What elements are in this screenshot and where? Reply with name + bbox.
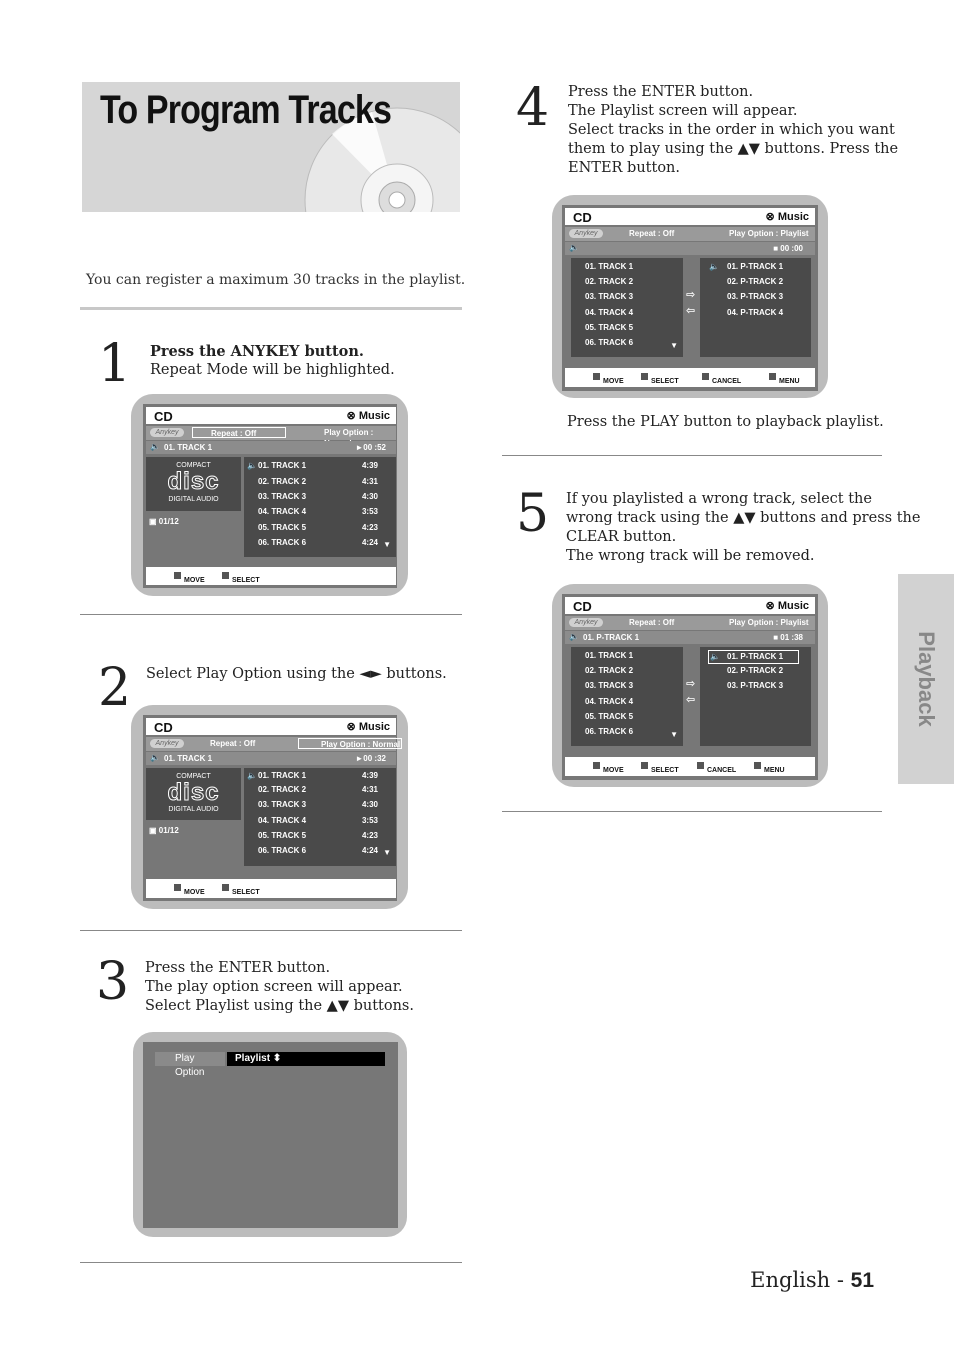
select-icon (641, 373, 648, 380)
disc-logo-bottom: DIGITAL AUDIO (168, 806, 219, 813)
select-hint: SELECT (641, 373, 651, 381)
playlist-item[interactable]: 03. P-TRACK 3 (727, 681, 784, 690)
playlist-item[interactable]: 02. P-TRACK 2 (727, 666, 784, 675)
speaker-icon: 🔈 (150, 753, 160, 762)
track-name[interactable]: 01. TRACK 1 (258, 461, 307, 470)
track-name[interactable]: 04. TRACK 4 (585, 308, 634, 317)
step-4-text (568, 83, 898, 178)
tv-screen-5 (552, 584, 828, 787)
step-2-number: 2 (98, 658, 132, 718)
track-name[interactable]: 03. TRACK 3 (585, 681, 634, 690)
page-title: To Program Tracks (100, 88, 392, 132)
move-hint: MOVE (593, 762, 603, 770)
scroll-down-icon[interactable]: ▼ (383, 848, 391, 857)
playlist-list (700, 647, 811, 746)
track-name[interactable]: 01. TRACK 1 (585, 651, 634, 660)
track-name[interactable]: 03. TRACK 3 (258, 492, 307, 501)
track-name[interactable]: 03. TRACK 3 (258, 800, 307, 809)
divider (80, 1262, 462, 1263)
disc-logo-main: disc (167, 779, 220, 806)
divider (80, 307, 462, 310)
screen-header (146, 407, 396, 424)
track-time: 4:31 (361, 785, 378, 794)
step-3-line: The play option screen will appear. (145, 979, 403, 995)
move-hint: MOVE (174, 572, 184, 580)
step-5-number: 5 (516, 484, 550, 544)
screen-header (146, 718, 396, 735)
repeat-mode[interactable]: Repeat : Off (192, 427, 286, 438)
option-bar (565, 227, 815, 241)
select-icon (222, 884, 229, 891)
tv-screen-3 (133, 1032, 407, 1237)
track-time: 4:39 (361, 771, 378, 780)
playlist-value[interactable]: Playlist ⬍ (227, 1052, 385, 1066)
step-4-line: ENTER button. (568, 160, 681, 176)
option-bar (146, 426, 396, 440)
step-5-text (566, 490, 920, 566)
step-3-line: Select Playlist using the ▲▼ buttons. (145, 998, 414, 1014)
disc-count: ▣ 01/12 (149, 517, 179, 526)
track-time: 4:23 (361, 523, 378, 532)
now-playing-bar (565, 631, 815, 644)
music-label: ⊗ Music (765, 600, 809, 612)
playlist-item[interactable]: 04. P-TRACK 4 (727, 308, 784, 317)
track-name[interactable]: 02. TRACK 2 (258, 477, 307, 486)
step-3-text (145, 959, 414, 1016)
cd-label: CD (154, 409, 173, 424)
track-list (244, 457, 396, 557)
step-4-line: Select tracks in the order in which you want (568, 122, 895, 138)
cancel-icon (697, 762, 704, 769)
page-num: 51 (850, 1269, 874, 1292)
divider (80, 614, 462, 615)
divider (502, 455, 882, 456)
now-playing-bar (565, 242, 815, 255)
menu-icon (754, 762, 761, 769)
track-name[interactable]: 02. TRACK 2 (585, 666, 634, 675)
time-display: ►00 :32 (355, 754, 386, 763)
tv-screen-4 (552, 195, 828, 398)
track-name[interactable]: 05. TRACK 5 (585, 323, 634, 332)
screen-header (565, 597, 815, 614)
playlist-item[interactable]: 03. P-TRACK 3 (727, 292, 784, 301)
step-1-text (150, 342, 395, 380)
now-playing-bar (146, 752, 396, 765)
track-time: 4:24 (361, 846, 378, 855)
track-name[interactable]: 05. TRACK 5 (585, 712, 634, 721)
step-1-line: Repeat Mode will be highlighted. (150, 362, 395, 378)
step-4-number: 4 (516, 78, 550, 138)
select-icon (222, 572, 229, 579)
track-list (244, 768, 396, 866)
speaker-icon: 🔈 (247, 771, 257, 780)
disc-logo-top: COMPACT (176, 773, 211, 780)
track-name[interactable]: 03. TRACK 3 (585, 292, 634, 301)
now-playing: 01. P-TRACK 1 (583, 633, 640, 642)
option-bar (146, 737, 401, 751)
speaker-icon: 🔈 (710, 652, 720, 661)
add-arrow-icon: ⇨ (686, 288, 696, 301)
now-playing: 01. TRACK 1 (164, 443, 213, 452)
select-icon (641, 762, 648, 769)
speaker-icon: 🔈 (569, 632, 579, 641)
menu-hint: MENU (769, 373, 779, 381)
playlist-item[interactable]: 01. P-TRACK 1 (727, 652, 784, 661)
repeat-mode[interactable]: Repeat : Off (210, 739, 256, 748)
cd-label: CD (573, 210, 592, 225)
track-list (571, 258, 683, 357)
disc-logo (146, 457, 241, 511)
play-option[interactable]: Play Option : Normal (298, 738, 402, 749)
page-language: English - (750, 1268, 851, 1292)
select-hint: SELECT (222, 884, 232, 892)
track-list (571, 647, 683, 746)
time-display: ■ 01 :38 (773, 633, 803, 642)
track-name[interactable]: 04. TRACK 4 (585, 697, 634, 706)
intro-text: You can register a maximum 30 tracks in the playlist. (86, 272, 466, 288)
disc-logo-bottom: DIGITAL AUDIO (168, 496, 219, 503)
track-name[interactable]: 06. TRACK 6 (258, 538, 307, 547)
select-hint: SELECT (222, 572, 232, 580)
playlist-list (700, 258, 811, 357)
step-4-line: Press the ENTER button. (568, 84, 754, 100)
track-name[interactable]: 01. TRACK 1 (585, 262, 634, 271)
play-option[interactable]: Play Option : Playlist (729, 618, 809, 627)
page-number (750, 1268, 874, 1293)
step-1-line: Press the ANYKEY button. (150, 343, 364, 360)
track-name[interactable]: 06. TRACK 6 (585, 338, 634, 347)
move-hint: MOVE (593, 373, 603, 381)
track-name[interactable]: 02. TRACK 2 (258, 785, 307, 794)
track-name[interactable]: 05. TRACK 5 (258, 831, 307, 840)
anykey-pill: Anykey (150, 739, 184, 748)
scroll-down-icon[interactable]: ▼ (670, 730, 678, 739)
step-4-line: them to play using the ▲▼ buttons. Press the (568, 141, 899, 157)
cancel-icon (702, 373, 709, 380)
playlist-item[interactable]: 01. P-TRACK 1 (727, 262, 784, 271)
move-icon (174, 884, 181, 891)
now-playing-bar (146, 441, 396, 454)
option-bar (565, 616, 815, 630)
screen-header (565, 208, 815, 225)
disc-logo (146, 768, 241, 820)
time-display: ■ 00 :00 (773, 244, 803, 253)
playlist-item[interactable]: 02. P-TRACK 2 (727, 277, 784, 286)
scroll-down-icon[interactable]: ▼ (383, 540, 391, 549)
tv-screen-2 (131, 705, 408, 909)
music-label: ⊗ Music (346, 410, 390, 422)
step-5-line: The wrong track will be removed. (566, 548, 815, 564)
move-icon (593, 762, 600, 769)
step-1-number: 1 (98, 334, 132, 394)
anykey-pill: Anykey (569, 229, 603, 238)
footer-bar (146, 567, 396, 585)
menu-icon (769, 373, 776, 380)
track-time: 4:23 (361, 831, 378, 840)
footer-bar (565, 757, 815, 776)
track-name[interactable]: 05. TRACK 5 (258, 523, 307, 532)
move-icon (174, 572, 181, 579)
repeat-mode[interactable]: Repeat : Off (629, 229, 675, 238)
step-4-line: The Playlist screen will appear. (568, 103, 798, 119)
speaker-icon: 🔈 (150, 442, 160, 451)
anykey-pill: Anykey (569, 618, 603, 627)
play-option-row[interactable] (153, 1052, 385, 1078)
track-time: 4:30 (361, 800, 378, 809)
divider (502, 811, 882, 812)
move-hint: MOVE (174, 884, 184, 892)
remove-arrow-icon: ⇦ (686, 693, 696, 706)
section-tab (898, 574, 954, 784)
cancel-hint: CANCEL (697, 762, 707, 770)
step-5-line: wrong track using the ▲▼ buttons and press the (566, 510, 921, 526)
select-hint: SELECT (641, 762, 651, 770)
menu-hint: MENU (754, 762, 764, 770)
tv-screen-1 (131, 394, 408, 596)
speaker-icon: 🔈 (709, 262, 719, 271)
anykey-pill: Anykey (150, 428, 184, 437)
speaker-icon: 🔈 (569, 243, 579, 252)
track-time: 4:30 (361, 492, 378, 501)
disc-logo-main: disc (167, 468, 220, 495)
up-down-icon: ⬍ (272, 1053, 282, 1064)
track-time: 4:39 (361, 461, 378, 470)
repeat-mode[interactable]: Repeat : Off (629, 618, 675, 627)
step-3-line: Press the ENTER button. (145, 960, 331, 976)
remove-arrow-icon: ⇦ (686, 304, 696, 317)
track-name[interactable]: 06. TRACK 6 (585, 727, 634, 736)
footer-bar (146, 879, 396, 898)
track-name[interactable]: 06. TRACK 6 (258, 846, 307, 855)
scroll-down-icon[interactable]: ▼ (670, 341, 678, 350)
step-3-number: 3 (96, 952, 130, 1012)
step-5-line: If you playlisted a wrong track, select the (566, 491, 872, 507)
step-4-after: Press the PLAY button to playback playlist. (567, 414, 884, 430)
track-time: 3:53 (361, 507, 378, 516)
play-option[interactable]: Play Option : (324, 428, 374, 437)
track-time: 4:31 (361, 477, 378, 486)
track-name[interactable]: 01. TRACK 1 (258, 771, 307, 780)
track-time: 4:24 (361, 538, 378, 547)
track-time: 3:53 (361, 816, 378, 825)
music-label: ⊗ Music (765, 211, 809, 223)
disc-count: ▣ 01/12 (149, 826, 179, 835)
section-tab-label: Playback (914, 631, 939, 727)
move-icon (593, 373, 600, 380)
speaker-icon: 🔈 (247, 461, 257, 470)
cd-label: CD (573, 599, 592, 614)
time-display: ►00 :52 (355, 443, 386, 452)
track-name[interactable]: 02. TRACK 2 (585, 277, 634, 286)
now-playing: 01. TRACK 1 (164, 754, 213, 763)
step-2-text: Select Play Option using the ◄► buttons. (146, 666, 447, 682)
add-arrow-icon: ⇨ (686, 677, 696, 690)
track-name[interactable]: 04. TRACK 4 (258, 507, 307, 516)
cancel-hint: CANCEL (702, 373, 712, 381)
footer-bar (565, 368, 815, 387)
play-option-label: Play Option (155, 1052, 225, 1066)
music-label: ⊗ Music (346, 721, 390, 733)
step-5-line: CLEAR button. (566, 529, 677, 545)
cd-label: CD (154, 720, 173, 735)
play-option[interactable]: Play Option : Playlist (729, 229, 809, 238)
disc-logo-top: COMPACT (176, 462, 211, 469)
track-name[interactable]: 04. TRACK 4 (258, 816, 307, 825)
divider (80, 930, 462, 931)
